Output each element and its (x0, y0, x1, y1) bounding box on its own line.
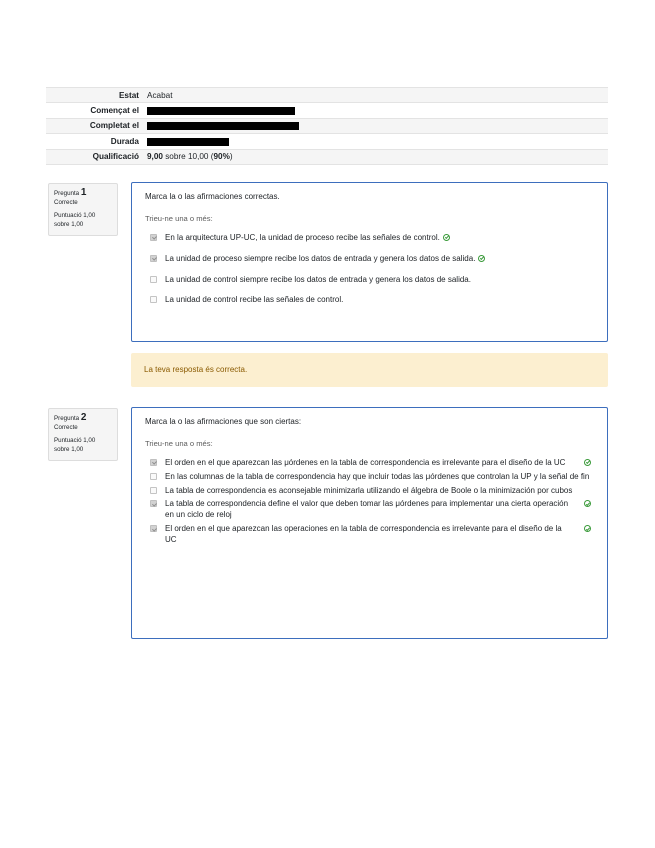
summary-label: Durada (46, 134, 143, 149)
summary-row-state (46, 88, 608, 103)
question-text: Marca la o las afirmaciones que son ciertas: (145, 417, 302, 426)
answer-option[interactable] (145, 253, 594, 264)
grade-out-of: sobre 10,00 ( (162, 152, 214, 162)
summary-label: Qualificació (46, 149, 143, 164)
checkbox-unchecked[interactable] (150, 487, 157, 494)
summary-grade (143, 149, 608, 164)
summary-value (143, 134, 608, 149)
answer-option[interactable] (145, 523, 594, 545)
redacted-block (147, 138, 229, 146)
checkbox-checked[interactable] (150, 234, 157, 241)
answer-text: El orden en el que aparezcan las μórdenes en la tabla de correspondencia es irrelevante para el diseño de la UC (165, 458, 566, 467)
question-label: Pregunta (54, 190, 80, 197)
question-label: Pregunta (54, 415, 80, 422)
answer-option[interactable] (145, 232, 594, 243)
answer-option[interactable] (145, 274, 594, 285)
question-content-1 (131, 182, 608, 342)
answer-prompt: Trieu-ne una o més: (145, 214, 213, 223)
checkbox-checked[interactable] (150, 255, 157, 262)
question-number: 1 (80, 187, 87, 198)
question-mark: Puntuació 1,00 sobre 1,00 (54, 212, 96, 228)
answer-text: La unidad de proceso siempre recibe los datos de entrada y genera los datos de salida. (165, 253, 476, 263)
answer-text: La unidad de control siempre recibe los datos de entrada y genera los datos de salida. (165, 274, 471, 284)
question-state: Correcte (54, 199, 78, 207)
answer-text: En la arquitectura UP-UC, la unidad de proceso recibe las señales de control. (165, 233, 440, 242)
question-number-line (54, 189, 112, 198)
checkbox-checked[interactable] (150, 525, 157, 532)
answer-text: La unidad de control recibe las señales de control. (165, 295, 344, 305)
answer-list (145, 232, 594, 305)
summary-row-duration (46, 134, 608, 149)
answer-option[interactable] (145, 498, 594, 520)
answer-text: La tabla de correspondencia es aconsejable minimizarla utilizando el álgebra de Boole o la minimización por cubos (165, 485, 573, 495)
question-info-1 (48, 183, 118, 236)
attempt-summary-table (46, 87, 608, 165)
answer-text: La tabla de correspondencia define el valor que deben tomar las μórdenes para implementar una cierta operación en un ciclo de reloj (165, 499, 569, 520)
grade-value: 9,00 (147, 152, 163, 162)
summary-row-completed (46, 118, 608, 133)
checkbox-unchecked[interactable] (150, 276, 157, 283)
question-number: 2 (80, 412, 87, 423)
redacted-block (147, 107, 295, 115)
summary-row-started (46, 103, 608, 118)
question-mark: Puntuació 1,00 sobre 1,00 (54, 437, 96, 453)
checkbox-checked[interactable] (150, 500, 157, 507)
question-text: Marca la o las afirmaciones correctas. (145, 192, 280, 201)
answer-text: El orden en el que aparezcan las operaciones en la tabla de correspondencia es irrelevante para el diseño de la UC (165, 524, 562, 545)
summary-value (143, 103, 608, 118)
summary-label: Completat el (46, 118, 143, 133)
question-feedback: La teva resposta és correcta. (131, 353, 608, 387)
redacted-block (147, 122, 299, 130)
question-state: Correcte (54, 424, 78, 432)
answer-option[interactable] (145, 471, 594, 482)
answer-list (145, 457, 594, 545)
correct-check-icon (478, 255, 485, 262)
grade-close: ) (229, 152, 233, 162)
summary-value: Acabat (143, 88, 608, 103)
checkbox-unchecked[interactable] (150, 473, 157, 480)
checkbox-unchecked[interactable] (150, 296, 157, 303)
answer-option[interactable] (145, 485, 594, 496)
grade-percent: 90% (213, 152, 230, 162)
answer-prompt: Trieu-ne una o més: (145, 439, 213, 448)
correct-check-icon (584, 525, 591, 532)
checkbox-checked[interactable] (150, 459, 157, 466)
question-info-2 (48, 408, 118, 461)
answer-option[interactable] (145, 294, 594, 305)
answer-text: En las columnas de la tabla de correspondencia hay que incluir todas las μórdenes que controlan la UP y la señal de fin (165, 471, 590, 481)
answer-option[interactable] (145, 457, 594, 468)
summary-row-grade (46, 149, 608, 164)
correct-check-icon (584, 500, 591, 507)
question-content-2 (131, 407, 608, 639)
summary-label: Començat el (46, 103, 143, 118)
correct-check-icon (443, 234, 450, 241)
summary-label: Estat (46, 88, 143, 103)
correct-check-icon (584, 459, 591, 466)
summary-value (143, 118, 608, 133)
question-number-line (54, 414, 112, 423)
